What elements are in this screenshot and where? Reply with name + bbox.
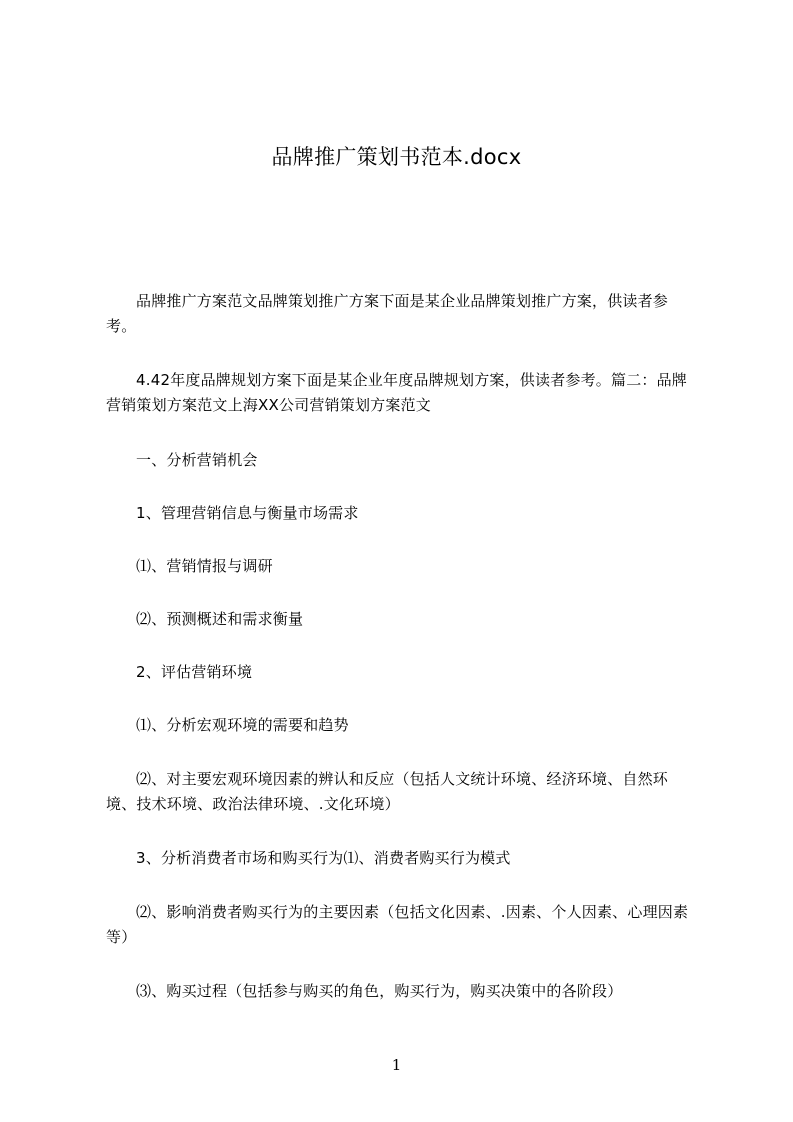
heading-manage-info: 1、管理营销信息与衡量市场需求 — [136, 504, 359, 522]
paragraph-intro: 品牌推广方案范文品牌策划推广方案下面是某企业品牌策划推广方案，供读者参考。 — [106, 292, 669, 335]
heading-analyze-opportunities: 一、分析营销机会 — [136, 451, 258, 469]
item-purchase-process: ⑶、购买过程（包括参与购买的角色，购买行为，购买决策中的各阶段） — [136, 982, 623, 1000]
item-intelligence-research: ⑴、营销情报与调研 — [136, 557, 273, 575]
item-influence-factors: ⑵、影响消费者购买行为的主要因素（包括文化因素、.因素、个人因素、心理因素等） — [106, 903, 689, 946]
page-number: 1 — [391, 1056, 402, 1074]
document-title: 品牌推广策划书范本.docx — [271, 145, 522, 169]
item-macro-factors: ⑵、对主要宏观环境因素的辨认和反应（包括人文统计环境、经济环境、自然环境、技术环境、政治法律环境、.文化环境） — [106, 770, 669, 813]
item-forecast-demand: ⑵、预测概述和需求衡量 — [136, 610, 304, 628]
paragraph-annual-plan: 4.42年度品牌规划方案下面是某企业年度品牌规划方案，供读者参考。篇二：品牌营销策划方案范文上海XX公司营销策划方案范文 — [106, 371, 688, 414]
heading-consumer-market: 3、分析消费者市场和购买行为⑴、消费者购买行为模式 — [136, 849, 511, 867]
heading-evaluate-environment: 2、评估营销环境 — [136, 663, 253, 681]
item-macro-trends: ⑴、分析宏观环境的需要和趋势 — [136, 716, 349, 734]
